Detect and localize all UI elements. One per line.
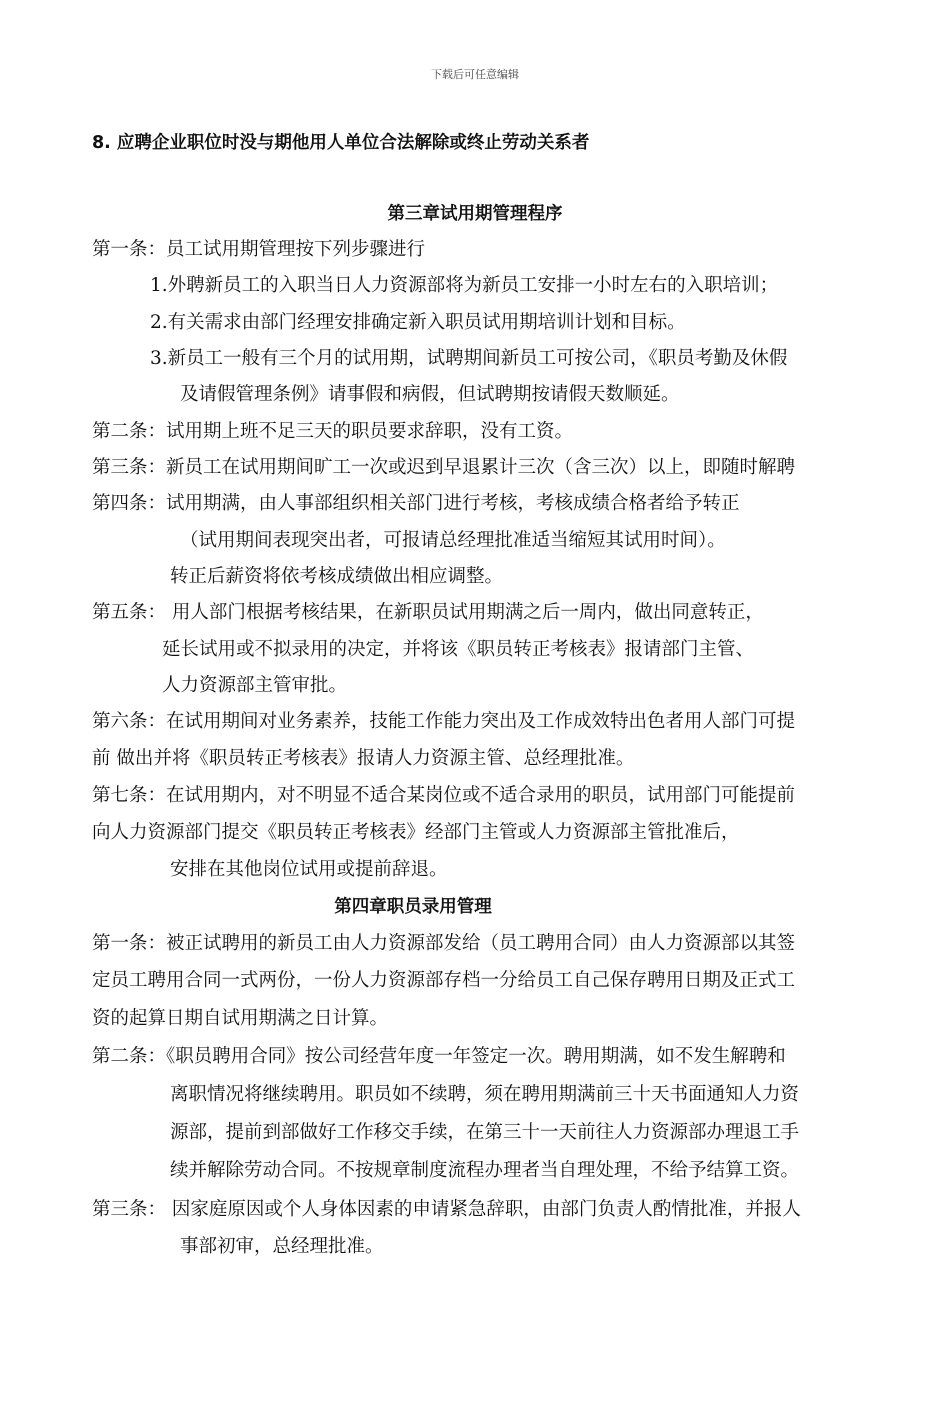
ch3-article-7-line-2: 向人力资源部门提交《职员转正考核表》经部门主管或人力资源部主管批准后， — [92, 822, 740, 843]
ch4-article-3-line-2: 事部初审，总经理批准。 — [180, 1236, 384, 1257]
ch3-article-4-line-2: （试用期间表现突出者，可报请总经理批准适当缩短其试用时间）。 — [180, 530, 726, 551]
chapter-4-title: 第四章职员录用管理 — [334, 897, 492, 917]
ch4-article-2-line-4: 续并解除劳动合同。不按规章制度流程办理者当自理处理，不给予结算工资。 — [170, 1160, 800, 1181]
chapter-3-title: 第三章试用期管理程序 — [387, 204, 563, 224]
ch3-article-6-line-1: 第六条：在试用期间对业务素养，技能工作能力突出及工作成效特出色者用人部门可提 — [92, 711, 796, 732]
ch4-article-1-line-2: 定员工聘用合同一式两份，一份人力资源部存档一分给员工自己保存聘用日期及正式工 — [92, 970, 796, 991]
ch3-article-1: 第一条：员工试用期管理按下列步骤进行 — [92, 239, 426, 260]
ch3-step-1: 1.外聘新员工的入职当日人力资源部将为新员工安排一小时左右的入职培训； — [150, 275, 779, 296]
ch3-article-7-line-1: 第七条：在试用期内，对不明显不适合某岗位或不适合录用的职员，试用部门可能提前 — [92, 785, 796, 806]
ch4-article-2-line-1: 第二条：《职员聘用合同》按公司经营年度一年签定一次。聘用期满，如不发生解聘和 — [92, 1046, 786, 1067]
ch3-step-2: 2.有关需求由部门经理安排确定新入职员试用期培训计划和目标。 — [150, 312, 686, 333]
ch4-article-2-line-2: 离职情况将继续聘用。职员如不续聘，须在聘用期满前三十天书面通知人力资 — [170, 1084, 800, 1105]
ch3-article-7-line-3: 安排在其他岗位试用或提前辞退。 — [170, 859, 448, 880]
ch4-article-2-line-3: 源部，提前到部做好工作移交手续，在第三十一天前往人力资源部办理退工手 — [170, 1122, 800, 1143]
item-8-heading: 8. 应聘企业职位时没与期他用人单位合法解除或终止劳动关系者 — [92, 133, 590, 153]
ch3-step-3-line-2: 及请假管理条例》请事假和病假，但试聘期按请假天数顺延。 — [180, 384, 680, 405]
ch3-article-6-line-2: 前 做出并将《职员转正考核表》报请人力资源主管、总经理批准。 — [92, 748, 635, 769]
ch3-article-2: 第二条：试用期上班不足三天的职员要求辞职，没有工资。 — [92, 421, 574, 442]
ch3-article-4-line-1: 第四条：试用期满，由人事部组织相关部门进行考核，考核成绩合格者给予转正 — [92, 493, 740, 514]
page-header-note: 下载后可任意编辑 — [431, 68, 519, 81]
ch3-article-5-line-2: 延长试用或不拟录用的决定，并将该《职员转正考核表》报请部门主管、 — [162, 639, 755, 660]
ch3-article-4-line-3: 转正后薪资将依考核成绩做出相应调整。 — [170, 566, 504, 587]
ch3-article-3: 第三条：新员工在试用期间旷工一次或迟到早退累计三次（含三次）以上，即随时解聘 — [92, 457, 796, 478]
ch3-step-3-line-1: 3.新员工一般有三个月的试用期，试聘期间新员工可按公司，《职员考勤及休假 — [150, 348, 788, 369]
ch4-article-1-line-3: 资的起算日期自试用期满之日计算。 — [92, 1008, 389, 1029]
ch4-article-3-line-1: 第三条： 因家庭原因或个人身体因素的申请紧急辞职，由部门负责人酌情批准，并报人 — [92, 1199, 801, 1220]
ch3-article-5-line-3: 人力资源部主管审批。 — [162, 675, 348, 696]
ch4-article-1-line-1: 第一条：被正试聘用的新员工由人力资源部发给（员工聘用合同）由人力资源部以其签 — [92, 933, 796, 954]
ch3-article-5-line-1: 第五条： 用人部门根据考核结果，在新职员试用期满之后一周内，做出同意转正， — [92, 602, 764, 623]
